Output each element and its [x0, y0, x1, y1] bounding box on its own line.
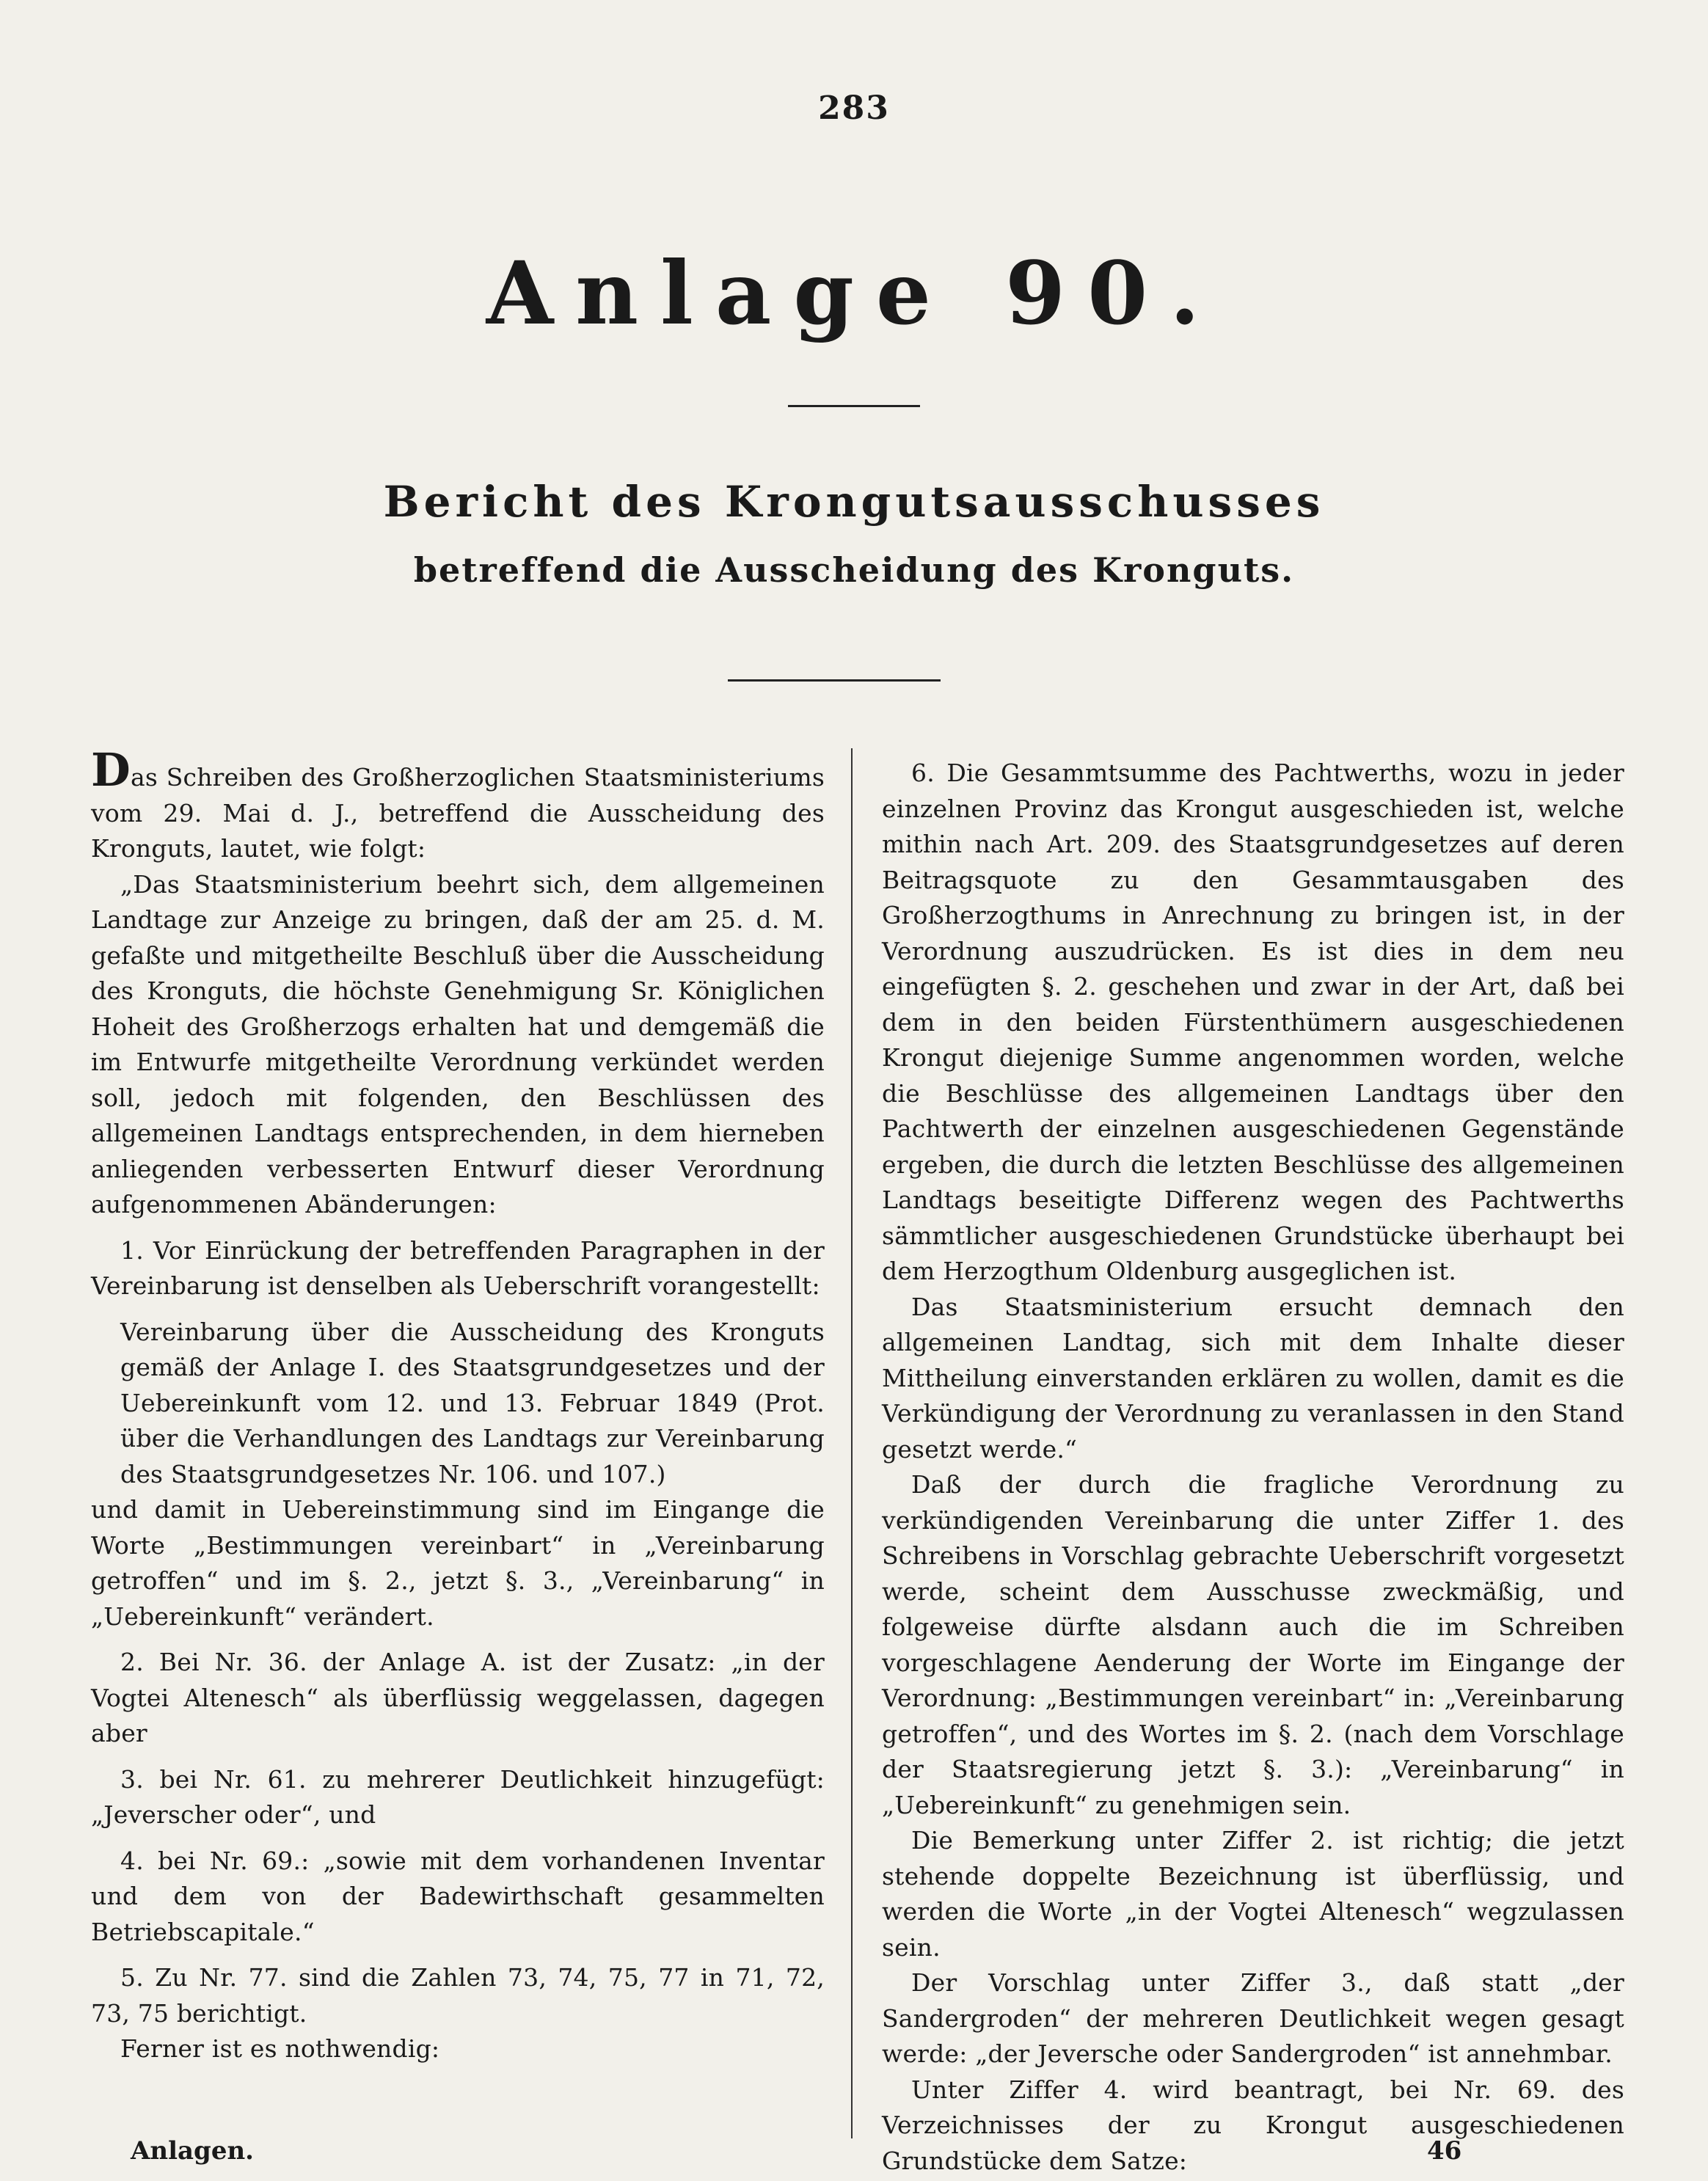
paragraph-intro-text: as Schreiben des Großherzoglichen Staatsministeriums vom 29. Mai d. J., betreffend die Ausscheidung des Kronguts, lautet, wie folgt:: [91, 763, 825, 863]
column-divider: [851, 748, 853, 2138]
dropcap-letter: D: [91, 743, 131, 797]
paragraph-item-1-cont: und damit in Uebereinstimmung sind im Eingange die Worte „Bestimmungen vereinbart“ in „Vereinbarung getroffen“ und im §. 2., jetzt §. 3., „Vereinbarung“ in „Uebereinkunft“ verändert.: [91, 1495, 825, 1631]
report-title: Bericht des Krongutsausschusses: [383, 477, 1325, 527]
left-column: [91, 743, 825, 2127]
report-subtitle: betreffend die Ausscheidung des Kronguts.: [413, 550, 1295, 590]
paragraph-heading-quote: Vereinbarung über die Ausscheidung des Kronguts gemäß der Anlage I. des Staatsgrundgesetzes und der Uebereinkunft vom 12. und 13. Februar 1849 (Prot. über die Verhandlungen des Landtags zur Vereinbarung des Staatsgrundgesetzes Nr. 106. und 107.): [120, 1317, 825, 1488]
paragraph-item-4: 4. bei Nr. 69.: „sowie mit dem vorhandenen Inventar und dem von der Badewirthschaft gesammelten Betriebscapitale.“: [91, 1846, 825, 1946]
paragraph-committee-1: Daß der durch die fragliche Verordnung zu verkündigenden Vereinbarung die unter Ziffer 1. des Schreibens in Vorschlag gebrachte Ueberschrift vorgesetzt werde, scheint dem Ausschusse zweckmäßig, und folgeweise dürfte alsdann auch die im Schreiben vorgeschlagene Aenderung der Worte im Eingange der Verordnung: „Bestimmungen vereinbart“ in: „Vereinbarung getroffen“, und des Wortes im §. 2. (nach dem Vorschlage der Staatsregierung jetzt §. 3.): „Vereinbarung“ in „Uebereinkunft“ zu genehmigen sein.: [882, 1470, 1624, 1819]
section-rule: [728, 679, 941, 682]
paragraph-item-2: 2. Bei Nr. 36. der Anlage A. ist der Zusatz: „in der Vogtei Altenesch“ als überflüssig weggelassen, dagegen aber: [91, 1648, 825, 1747]
paragraph-quote-start: „Das Staatsministerium beehrt sich, dem allgemeinen Landtage zur Anzeige zu bringen, daß der am 25. d. M. gefaßte und mitgetheilte Beschluß über die Ausscheidung des Kronguts, die höchste Genehmigung Sr. Königlichen Hoheit des Großherzogs erhalten hat und demgemäß die im Entwurfe mitgetheilte Verordnung verkündet werden soll, jedoch mit folgenden, den Beschlüssen des allgemeinen Landtags entsprechenden, in dem hierneben anliegenden verbesserten Entwurf dieser Verordnung aufgenommenen Abänderungen:: [91, 869, 825, 1219]
paragraph-item-5: 5. Zu Nr. 77. sind die Zahlen 73, 74, 75, 77 in 71, 72, 73, 75 berichtigt.: [91, 1963, 825, 2028]
page-number: 283: [818, 89, 890, 127]
paragraph-committee-3: Der Vorschlag unter Ziffer 3., daß statt „der Sandergroden“ der mehreren Deutlichkeit wegen gesagt werde: „der Jeversche oder Sandergroden“ ist annehmbar.: [882, 1968, 1624, 2068]
paragraph-request: Das Staatsministerium ersucht demnach den allgemeinen Landtag, sich mit dem Inhalte dieser Mittheilung einverstanden erklären zu wollen, damit es die Verkündigung der Verordnung zu veranlassen in den Stand gesetzt werde.“: [882, 1292, 1624, 1464]
paragraph-item-1: 1. Vor Einrückung der betreffenden Paragraphen in der Vereinbarung ist denselben als Ueberschrift vorangestellt:: [91, 1235, 825, 1300]
paragraph-item-3: 3. bei Nr. 61. zu mehrerer Deutlichkeit hinzugefügt: „Jeverscher oder“, und: [91, 1764, 825, 1829]
paragraph-intro: [91, 743, 825, 867]
page-title: Anlage 90.: [486, 242, 1222, 344]
paragraph-further: Ferner ist es nothwendig:: [120, 2034, 440, 2063]
footer-signature: Anlagen.: [131, 2136, 255, 2166]
paragraph-committee-4: Unter Ziffer 4. wird beantragt, bei Nr. 69. des Verzeichnisses der zu Krongut ausgeschiedenen Grundstücke dem Satze:: [882, 2075, 1624, 2175]
title-rule: [788, 405, 920, 407]
paragraph-item-6: 6. Die Gesammtsumme des Pachtwerths, wozu in jeder einzelnen Provinz das Krongut ausgeschieden ist, welche mithin nach Art. 209. des Staatsgrundgesetzes auf deren Beitragsquote zu den Gesammtausgaben des Großherzogthums in Anrechnung zu bringen ist, in der Verordnung auszudrücken. Es ist dies in dem neu eingefügten §. 2. geschehen und zwar in der Art, daß bei dem in den beiden Fürstenthümern ausgeschiedenen Krongut diejenige Summe angenommen worden, welche die Beschlüsse des allgemeinen Landtags über den Pachtwerth der einzelnen ausgeschiedenen Gegenstände ergeben, die durch die letzten Beschlüsse des allgemeinen Landtags beseitigte Differenz wegen des Pachtwerths sämmtlicher ausgeschiedenen Grundstücke überhaupt bei dem Herzogthum Oldenburg ausgeglichen ist.: [882, 759, 1624, 1285]
paragraph-committee-2: Die Bemerkung unter Ziffer 2. ist richtig; die jetzt stehende doppelte Bezeichnung ist überflüssig, und werden die Worte „in der Vogtei Altenesch“ wegzulassen sein.: [882, 1826, 1624, 1962]
footer-sheet-number: 46: [1427, 2136, 1462, 2166]
